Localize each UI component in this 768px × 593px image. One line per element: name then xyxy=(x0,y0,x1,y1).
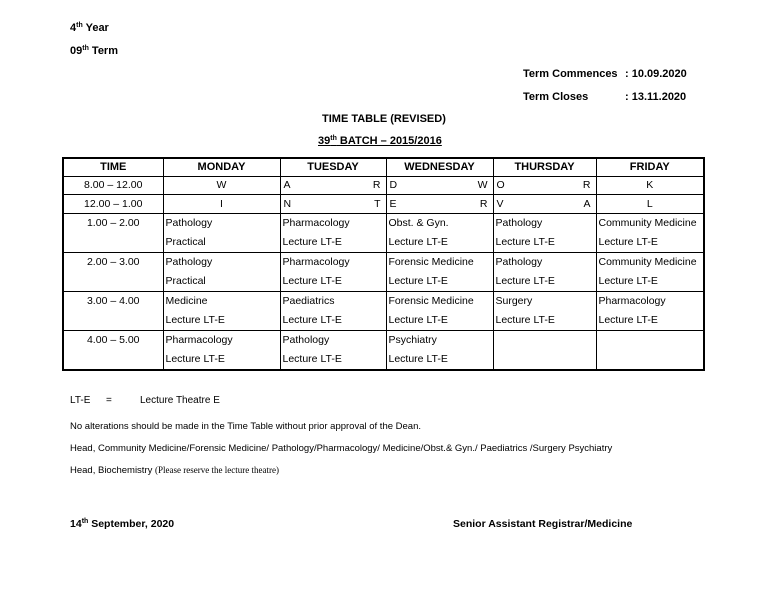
table-cell xyxy=(596,177,704,195)
time-cell: 4.00 – 5.00 xyxy=(63,331,163,371)
year-label: 4th Year xyxy=(70,22,109,34)
table-cell: Surgery Lecture LT-E xyxy=(493,292,596,331)
column-header: FRIDAY xyxy=(596,158,704,177)
table-cell: Community Medicine Lecture LT-E xyxy=(596,253,704,292)
table-cell xyxy=(596,331,704,371)
abbreviation-equals: = xyxy=(106,395,112,406)
approval-note: No alterations should be made in the Time Table without prior approval of the Dean. xyxy=(70,421,422,432)
column-header: THURSDAY xyxy=(493,158,596,177)
time-cell: 3.00 – 4.00 xyxy=(63,292,163,331)
cell-letter: E xyxy=(389,198,397,210)
column-header: TIME xyxy=(63,158,163,177)
table-row xyxy=(63,214,704,253)
table-cell xyxy=(493,331,596,371)
column-header: WEDNESDAY xyxy=(386,158,493,177)
cell-letter: A xyxy=(583,198,591,210)
table-cell: Pathology Lecture LT-E xyxy=(280,331,386,371)
table-row xyxy=(63,292,704,331)
table-cell: Obst. & Gyn. Lecture LT-E xyxy=(386,214,493,253)
term-label: 09th Term xyxy=(70,45,118,57)
table-cell: Pathology Lecture LT-E xyxy=(493,214,596,253)
table-cell: Psychiatry Lecture LT-E xyxy=(386,331,493,371)
timetable xyxy=(62,157,705,371)
table-row xyxy=(63,177,704,195)
table-cell: Pharmacology Lecture LT-E xyxy=(280,214,386,253)
batch-subtitle: 39th BATCH – 2015/2016 xyxy=(318,135,442,147)
table-cell xyxy=(493,195,596,214)
time-cell: 2.00 – 3.00 xyxy=(63,253,163,292)
table-cell: Forensic Medicine Lecture LT-E xyxy=(386,253,493,292)
table-cell: Pharmacology Lecture LT-E xyxy=(280,253,386,292)
term-commences-label: Term Commences xyxy=(523,68,618,80)
table-cell: Community Medicine Lecture LT-E xyxy=(596,214,704,253)
time-cell: 1.00 – 2.00 xyxy=(63,214,163,253)
table-cell xyxy=(596,195,704,214)
table-cell: Paediatrics Lecture LT-E xyxy=(280,292,386,331)
cell-letter: D xyxy=(389,179,398,191)
distribution-note: Head, Community Medicine/Forensic Medicine/ Pathology/Pharmacology/ Medicine/Obst.& Gyn./ Paediatrics /Surgery Psychiatry xyxy=(70,443,613,454)
table-header-row xyxy=(63,158,704,177)
issue-date: 14th September, 2020 xyxy=(70,518,175,530)
table-cell xyxy=(386,195,493,214)
table-cell xyxy=(386,177,493,195)
term-commences-value: : 10.09.2020 xyxy=(625,68,687,80)
cell-letter: O xyxy=(496,179,505,191)
abbreviation-definition: Lecture Theatre E xyxy=(140,395,220,406)
column-header: MONDAY xyxy=(163,158,280,177)
table-cell: Pathology Practical xyxy=(163,214,280,253)
cell-letter: K xyxy=(646,179,654,191)
table-cell: Pharmacology Lecture LT-E xyxy=(163,331,280,371)
table-cell xyxy=(163,177,280,195)
cell-letter: R xyxy=(372,179,381,191)
table-row xyxy=(63,195,704,214)
cell-letter: A xyxy=(283,179,291,191)
table-cell xyxy=(163,195,280,214)
column-header: TUESDAY xyxy=(280,158,386,177)
table-cell: Pathology Lecture LT-E xyxy=(493,253,596,292)
table-cell: Forensic Medicine Lecture LT-E xyxy=(386,292,493,331)
abbreviation-term: LT-E xyxy=(70,395,91,406)
table-cell xyxy=(280,177,386,195)
cell-letter: N xyxy=(283,198,292,210)
table-row xyxy=(63,253,704,292)
term-closes-label: Term Closes xyxy=(523,91,589,103)
cell-letter: T xyxy=(374,198,381,210)
table-cell: Pathology Practical xyxy=(163,253,280,292)
cell-letter: R xyxy=(479,198,488,210)
table-cell xyxy=(493,177,596,195)
table-cell: Pharmacology Lecture LT-E xyxy=(596,292,704,331)
time-cell: 8.00 – 12.00 xyxy=(63,177,163,195)
table-row xyxy=(63,331,704,371)
cell-letter: V xyxy=(496,198,504,210)
cell-letter: W xyxy=(477,179,488,191)
cell-letter: R xyxy=(582,179,591,191)
cell-letter: I xyxy=(220,198,223,210)
term-closes-value: : 13.11.2020 xyxy=(625,91,687,103)
page-title: TIME TABLE (REVISED) xyxy=(322,113,446,125)
time-cell: 12.00 – 1.00 xyxy=(63,195,163,214)
cell-letter: W xyxy=(216,179,227,191)
biochemistry-note: Head, Biochemistry (Please reserve the lecture theatre) xyxy=(70,465,279,476)
cell-letter: L xyxy=(646,198,653,210)
table-cell: Medicine Lecture LT-E xyxy=(163,292,280,331)
signatory: Senior Assistant Registrar/Medicine xyxy=(453,518,633,530)
table-cell xyxy=(280,195,386,214)
